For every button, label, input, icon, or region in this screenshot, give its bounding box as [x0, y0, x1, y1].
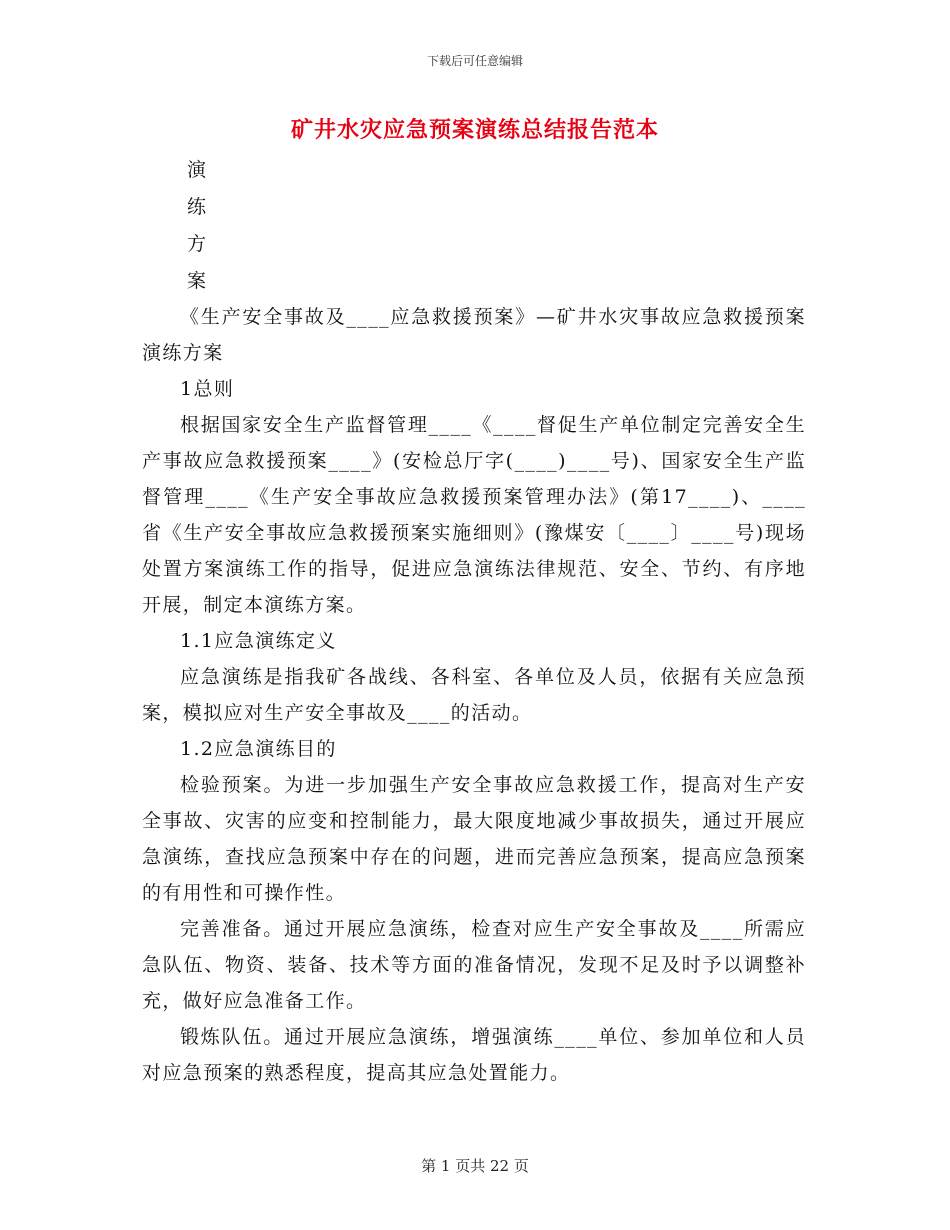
- body-paragraph: 根据国家安全生产监督管理____《____督促生产单位制定完善安全生产事故应急救援预案____》(安检总厅字(____)____号)、国家安全生产监督管理____《生产安全事故应急救援预案管理办法》(第17____)、____省《生产安全事故应急救援预案实施细则》(豫煤安〔____〕____号)现场处置方案演练工作的指导，促进应急演练法律规范、安全、节约、有序地开展，制定本演练方案。: [142, 414, 806, 616]
- section-heading: 1.2应急演练目的: [180, 738, 337, 760]
- body-paragraph: 检验预案。为进一步加强生产安全事故应急救援工作，提高对生产安全事故、灾害的应变和控制能力，最大限度地减少事故损失，通过开展应急演练，查找应急预案中存在的问题，进而完善应急预案，提高应急预案的有用性和可操作性。: [142, 774, 806, 904]
- page-number-footer: 第 1 页共 22 页: [421, 1157, 529, 1175]
- vertical-heading: [187, 152, 227, 300]
- section-heading: 1.1应急演练定义: [180, 630, 337, 652]
- vertical-heading-char: 练: [187, 196, 207, 218]
- vertical-heading-char: 案: [187, 270, 207, 292]
- body-paragraph: 完善准备。通过开展应急演练，检查对应生产安全事故及____所需应急队伍、物资、装备、技术等方面的准备情况，发现不足及时予以调整补充，做好应急准备工作。: [142, 918, 806, 1012]
- document-title: 矿井水灾应急预案演练总结报告范本: [290, 117, 659, 143]
- page-header-note: 下载后可任意编辑: [426, 54, 523, 68]
- vertical-heading-char: 方: [187, 233, 207, 255]
- body-paragraph: 锻炼队伍。通过开展应急演练，增强演练____单位、参加单位和人员对应急预案的熟悉程度，提高其应急处置能力。: [142, 1026, 806, 1084]
- vertical-heading-char: 演: [187, 159, 207, 181]
- section-heading: 1总则: [180, 378, 235, 400]
- plan-title-paragraph: 《生产安全事故及____应急救援预案》—矿井水灾事故应急救援预案演练方案: [142, 306, 806, 364]
- document-body: [142, 299, 806, 1091]
- body-paragraph: 应急演练是指我矿各战线、各科室、各单位及人员，依据有关应急预案，模拟应对生产安全事故及____的活动。: [142, 666, 806, 724]
